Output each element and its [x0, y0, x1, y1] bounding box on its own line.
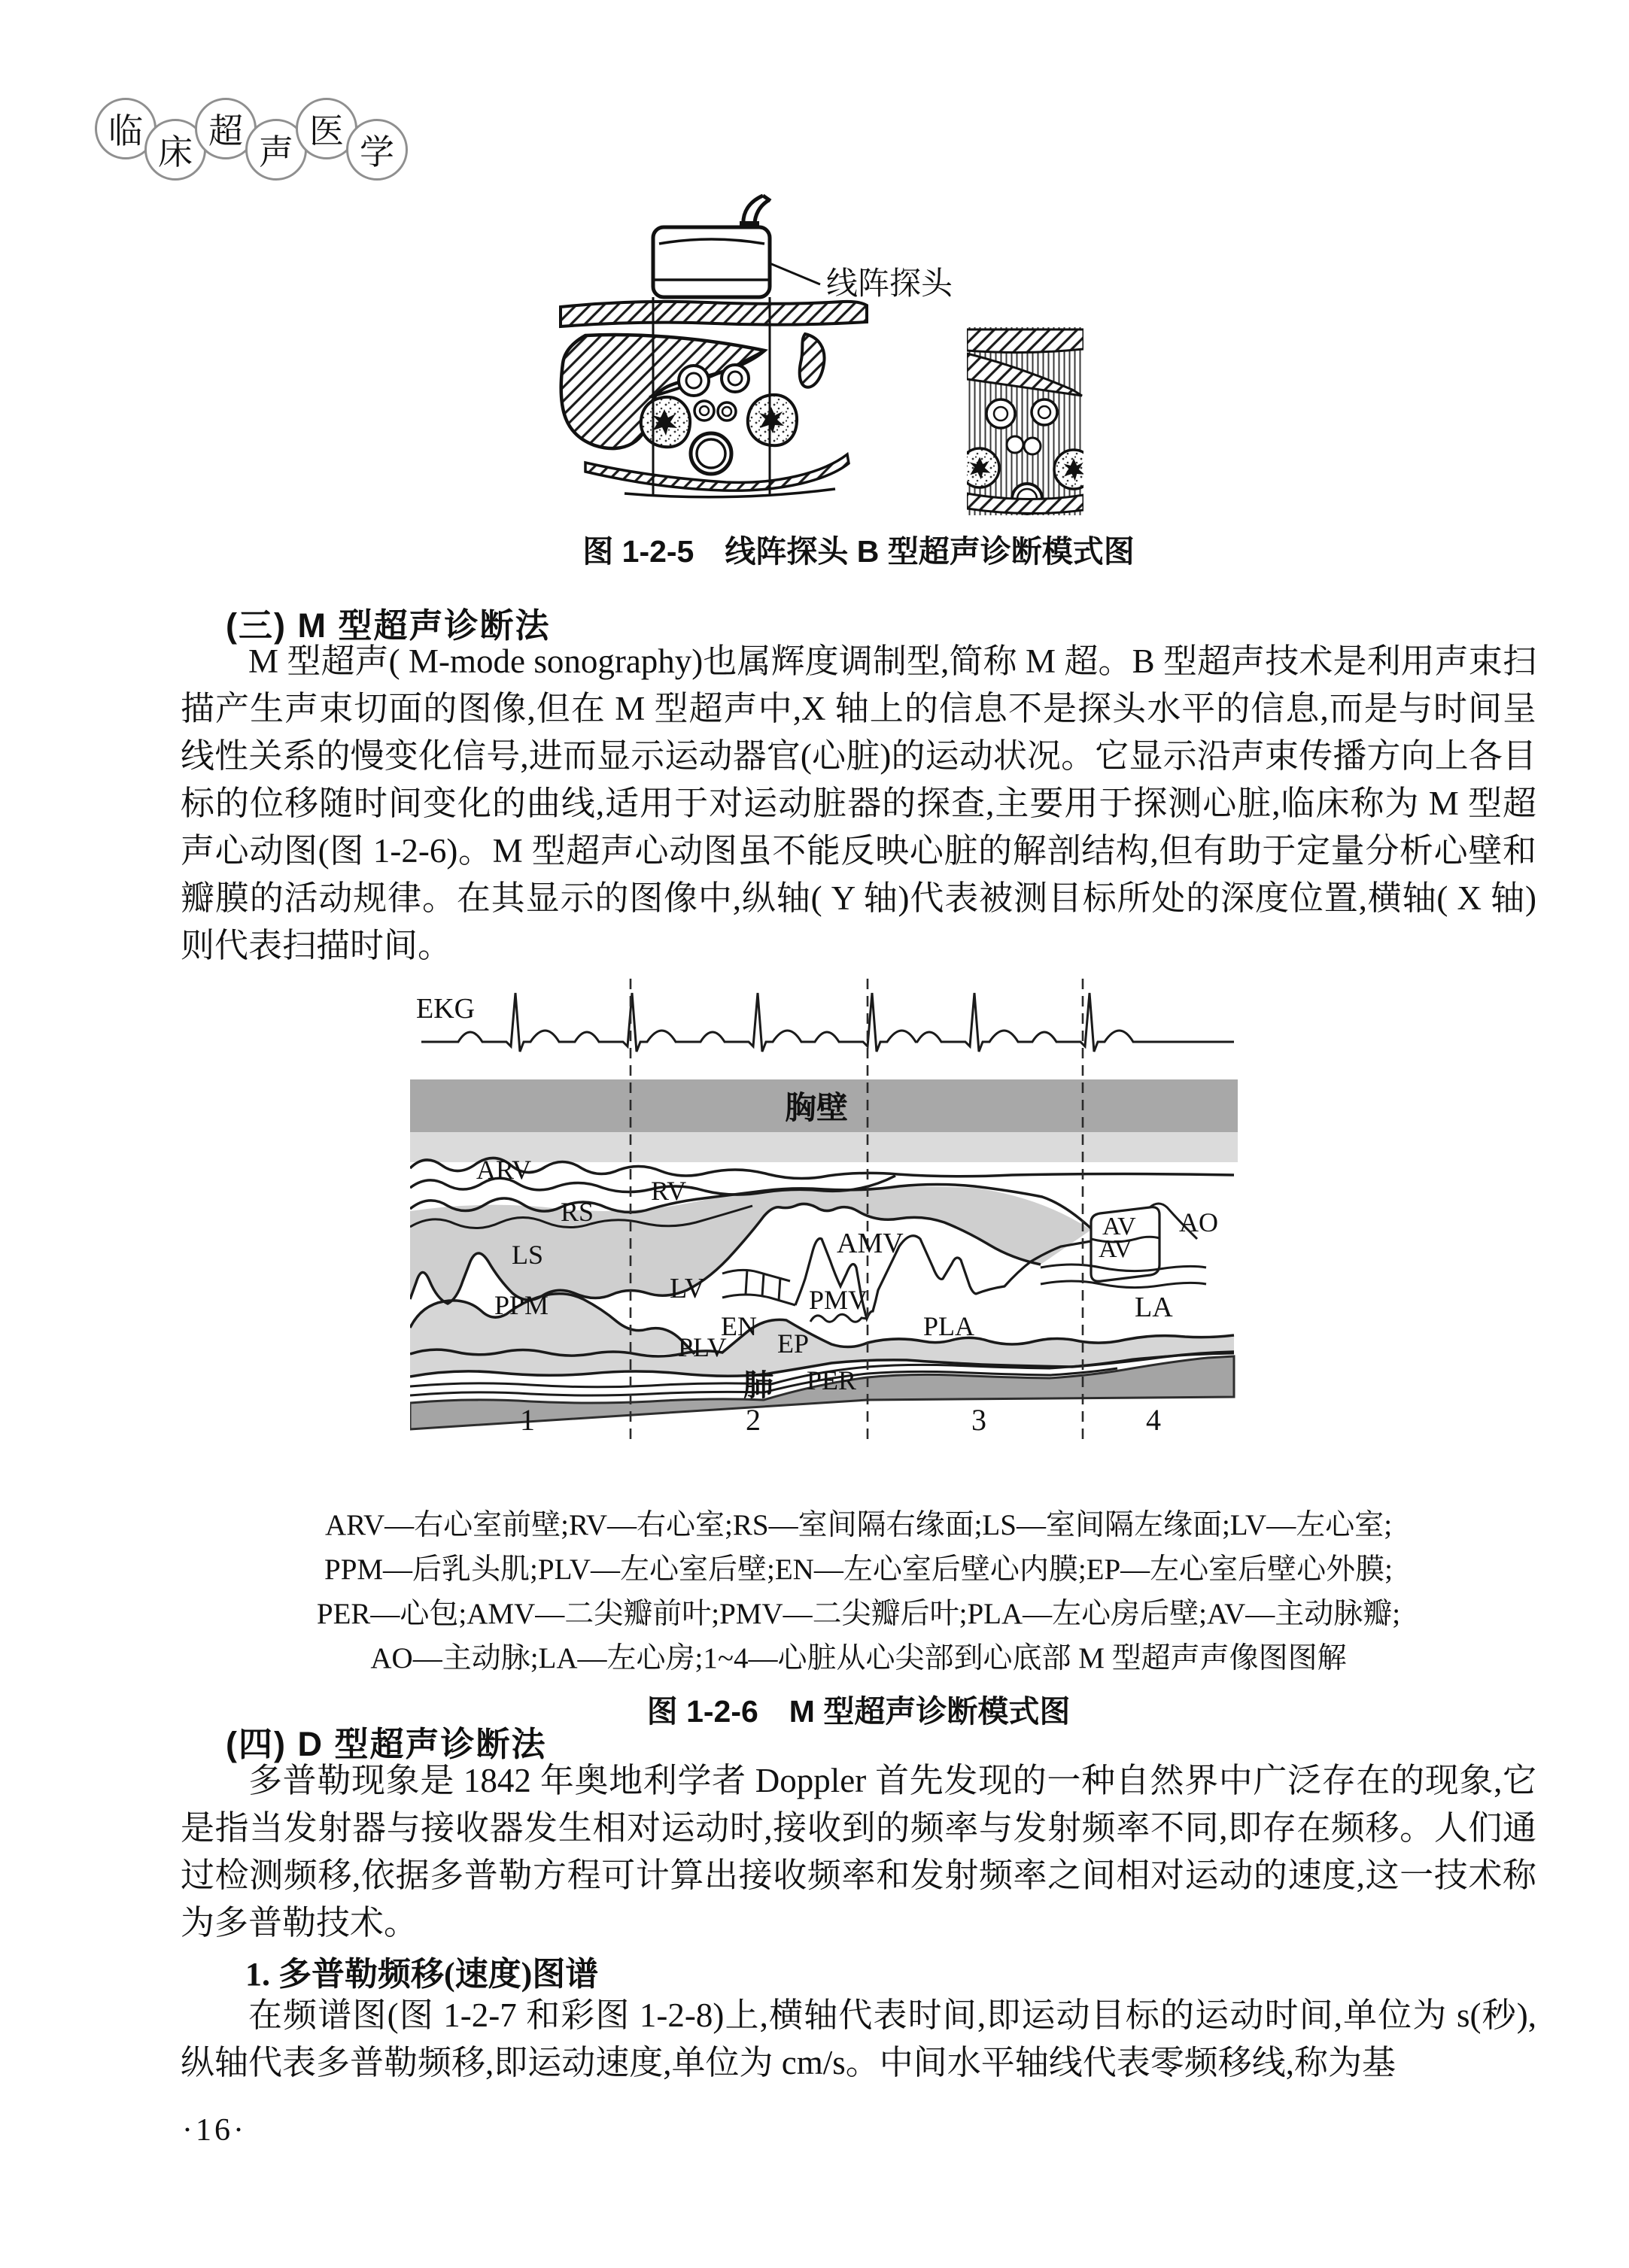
pmv-trace — [810, 1314, 867, 1322]
linear-probe-figure — [519, 194, 1144, 522]
ppm-label: PPM — [494, 1290, 549, 1320]
ls-label: LS — [512, 1240, 544, 1270]
av-lower-label: AV — [1099, 1235, 1132, 1263]
probe-body — [653, 227, 770, 297]
logo-char: 床 — [144, 119, 206, 181]
logo-char: 临 — [95, 98, 157, 159]
paragraph-m-mode: M 型超声( M-mode sonography)也属辉度调制型,简称 M 超。B 型超声技术是利用声束扫描产生声束切面的图像,但在 M 型超声中,X 轴上的信息不是探头水平的信息,而是与时间呈线性关系的慢变化信号,进而显示运动器官(心脏)的运动状况。它显示沿声束传播方向上各目标的位移随时间变化的曲线,适用于对运动脏器的探查,主要用于探测心脏,临床称为 M 型超声心动图(图 1-2-6)。M 型超声心动图虽不能反映心脏的解剖结构,但有助于定量分析心壁和瓣膜的活动规律。在其显示的图像中,纵轴( Y 轴)代表被测目标所处的深度位置,横轴( X 轴)则代表扫描时间。 — [181, 642, 1536, 964]
pla-label: PLA — [923, 1311, 975, 1341]
pmv-label: PMV — [809, 1285, 868, 1315]
per-label: PER — [807, 1365, 857, 1395]
arv-label: ARV — [476, 1155, 532, 1185]
ekg-trace — [421, 993, 1234, 1052]
ekg-label: EKG — [416, 993, 476, 1025]
chordae-lines — [722, 1270, 795, 1305]
legend-line: PER—心包;AMV—二尖瓣前叶;PMV—二尖瓣后叶;PLA—左心房后壁;AV—主动脉瓣; — [316, 1598, 1401, 1630]
zone-number-1: 1 — [520, 1403, 535, 1437]
kidney-left — [641, 397, 690, 447]
logo-char: 学 — [346, 119, 408, 181]
en-label: EN — [721, 1311, 757, 1341]
paragraph-doppler-spectrum: 在频谱图(图 1-2-7 和彩图 1-2-8)上,横轴代表时间,即运动目标的运动时间,单位为 s(秒),纵轴代表多普勒频移,即运动速度,单位为 cm/s。中间水平轴线代表零频移线,称为基 — [181, 1996, 1536, 2081]
zone-number-3: 3 — [971, 1403, 986, 1437]
tissue-fragment — [800, 334, 825, 387]
legend-line: ARV—右心室前壁;RV—右心室;RS—室间隔右缘面;LS—室间隔左缘面;LV—左心室; — [324, 1509, 1393, 1541]
plv-label: PLV — [678, 1332, 727, 1362]
ep-label: EP — [777, 1328, 810, 1359]
b-mode-panel — [960, 327, 1093, 515]
la-wall-line-2 — [1041, 1281, 1206, 1288]
legend-line: AO—主动脉;LA—左心房;1~4—心脏从心尖部到心底部 M 型超声声像图图解 — [370, 1642, 1347, 1674]
lung-label: 肺 — [743, 1368, 773, 1402]
av-upper-label: AV — [1102, 1213, 1136, 1240]
logo-char: 医 — [296, 98, 357, 159]
rs-label: RS — [561, 1197, 594, 1227]
la-label: LA — [1135, 1292, 1173, 1323]
figure-caption-1-2-5: 图 1-2-5 线阵探头 B 型超声诊断模式图 — [582, 534, 1135, 569]
figure-caption-1-2-6: 图 1-2-6 M 型超声诊断模式图 — [646, 1694, 1071, 1729]
ao-label: AO — [1179, 1207, 1218, 1237]
central-vessel — [691, 433, 731, 474]
lv-label: LV — [670, 1273, 706, 1304]
probe-label: 线阵探头 — [826, 267, 953, 302]
figure-legend — [181, 1503, 1536, 1681]
section-heading-d-mode: (四) D 型超声诊断法 — [226, 1725, 547, 1763]
chest-wall-label: 胸壁 — [785, 1091, 849, 1126]
amv-label: AMV — [837, 1228, 904, 1259]
rv-label: RV — [651, 1176, 687, 1206]
zone-number-4: 4 — [1146, 1403, 1161, 1437]
legend-line: PPM—后乳头肌;PLV—左心室后壁;EN—左心室后壁心内膜;EP—左心室后壁心外膜; — [324, 1553, 1393, 1586]
kidney-right — [748, 395, 797, 445]
m-mode-figure — [410, 974, 1238, 1456]
skin-layer — [561, 302, 867, 326]
section-heading-m-mode: (三) M 型超声诊断法 — [226, 606, 551, 645]
logo-char: 超 — [195, 98, 257, 159]
zone-number-2: 2 — [746, 1403, 761, 1437]
subheading-doppler-spectrum: 1. 多普勒频移(速度)图谱 — [245, 1956, 599, 1993]
probe-label-leader — [770, 263, 820, 284]
page-number: ·16· — [182, 2113, 247, 2148]
chest-wall-band-light — [410, 1132, 1238, 1162]
logo-char: 声 — [245, 119, 307, 181]
ppm-fill — [410, 1294, 694, 1354]
paragraph-d-mode: 多普勒现象是 1842 年奥地利学者 Doppler 首先发现的一种自然界中广泛存在的现象,它是指当发射器与接收器发生相对运动时,接收到的频率与发射频率不同,即存在频移。人们通过检测频移,依据多普勒方程可计算出接收频率和发射频率之间相对运动的速度,这一技术称为多普勒技术。 — [181, 1762, 1536, 1942]
probe-cable — [740, 196, 770, 230]
